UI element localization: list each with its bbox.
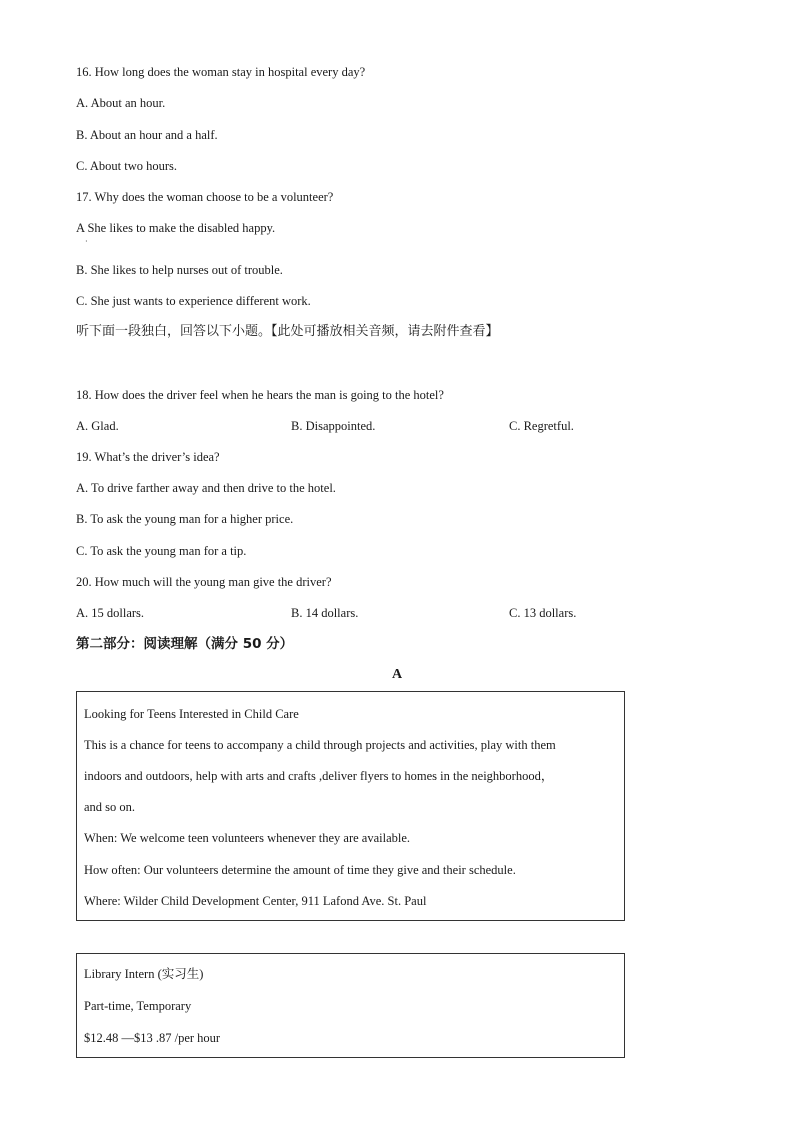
ad1-title: Looking for Teens Interested in Child Care <box>84 707 299 721</box>
ad1-body-line-3: and so on. <box>84 800 136 814</box>
ad1-body-line-1: This is a chance for teens to accompany a child through projects and activities, play with them <box>84 738 556 752</box>
question-20-option-c: C. 13 dollars. <box>509 606 577 620</box>
question-18-stem: 18. How does the driver feel when he hears the man is going to the hotel? <box>76 388 444 402</box>
ad1-how-often: How often: Our volunteers determine the amount of time they give and their schedule. <box>84 863 516 877</box>
question-19-option-c: C. To ask the young man for a tip. <box>76 544 247 558</box>
question-16-option-c: C. About two hours. <box>76 159 178 173</box>
listening-instruction: 听下面一段独白，回答以下小题。【此处可播放相关音频，请去附件查看】 <box>76 324 499 339</box>
ad2-pay: $12.48 —$13 .87 /per hour <box>84 1031 221 1045</box>
question-16-option-b: B. About an hour and a half. <box>76 128 218 142</box>
question-16-option-a: A. About an hour. <box>76 96 166 110</box>
ad-box-library-intern <box>76 953 625 1058</box>
question-19-stem: 19. What’s the driver’s idea? <box>76 450 220 464</box>
ad2-title: Library Intern (实习生) <box>84 967 204 981</box>
question-18-option-b: B. Disappointed. <box>291 419 376 433</box>
ad-box-child-care <box>76 691 625 921</box>
section-title-reading: 第二部分：阅读理解（满分 50 分） <box>76 636 294 652</box>
question-18-option-c: C. Regretful. <box>509 419 574 433</box>
question-20-option-a: A. 15 dollars. <box>76 606 145 620</box>
question-20-stem: 20. How much will the young man give the driver? <box>76 575 332 589</box>
question-20-option-b: B. 14 dollars. <box>291 606 359 620</box>
question-17-option-b: B. She likes to help nurses out of trouble. <box>76 263 283 277</box>
question-17-option-c: C. She just wants to experience different work. <box>76 294 311 308</box>
ad2-type: Part-time, Temporary <box>84 999 192 1013</box>
stray-dot-mark: · <box>85 237 88 246</box>
ad1-where: Where: Wilder Child Development Center, 911 Lafond Ave. St. Paul <box>84 894 427 908</box>
question-19-option-b: B. To ask the young man for a higher price. <box>76 512 294 526</box>
ad1-body-line-2: indoors and outdoors, help with arts and crafts ,deliver flyers to homes in the neighborhood， <box>84 769 554 783</box>
question-16-stem: 16. How long does the woman stay in hospital every day? <box>76 65 366 79</box>
passage-letter: A <box>391 667 403 682</box>
question-17-option-a: A She likes to make the disabled happy. <box>76 221 276 235</box>
question-18-option-a: A. Glad. <box>76 419 119 433</box>
question-17-stem: 17. Why does the woman choose to be a volunteer? <box>76 190 334 204</box>
ad1-when: When: We welcome teen volunteers whenever they are available. <box>84 831 411 845</box>
question-19-option-a: A. To drive farther away and then drive to the hotel. <box>76 481 336 495</box>
